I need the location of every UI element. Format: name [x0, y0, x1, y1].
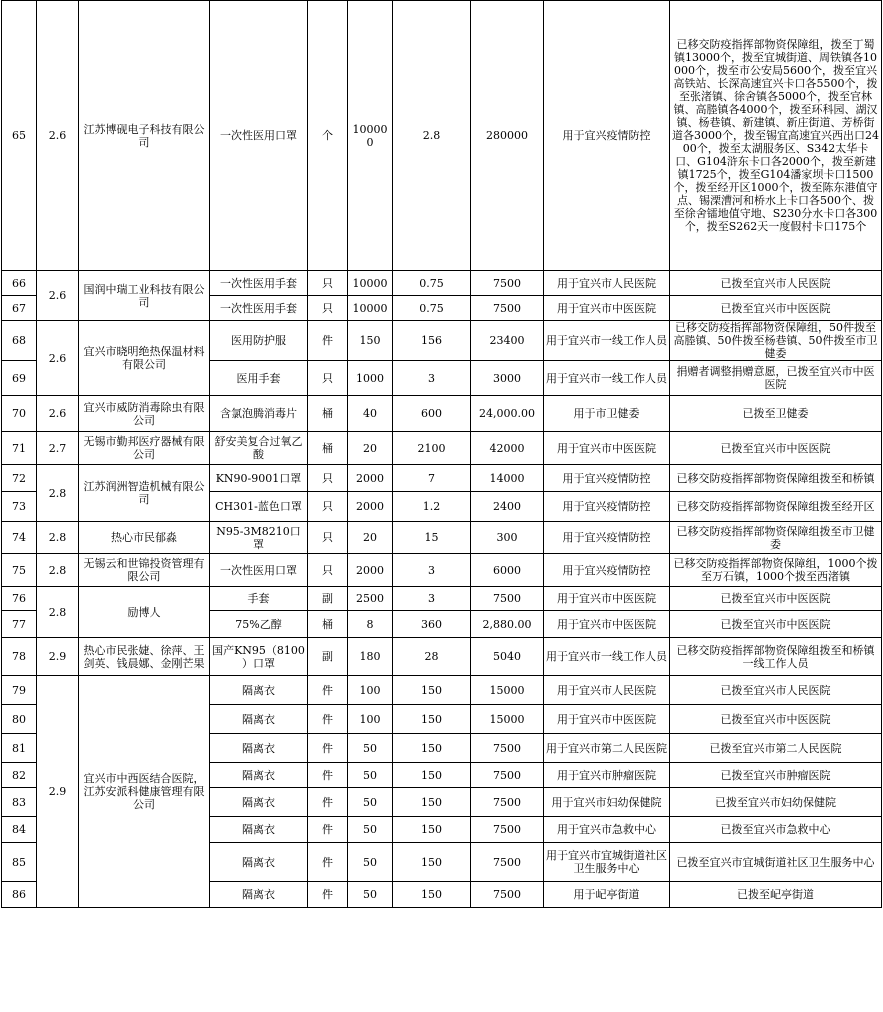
use-cell: 用于宜兴市中医医院: [544, 296, 670, 321]
amount-cell: 15000: [471, 705, 544, 734]
row-number: 77: [2, 611, 37, 638]
quantity-cell: 50: [348, 817, 393, 843]
row-number: 78: [2, 638, 37, 676]
row-number: 86: [2, 882, 37, 908]
donor-cell: 热心市民张婕、徐萍、王剑英、钱晨娜、金刚芒果: [79, 638, 210, 676]
quantity-cell: 50: [348, 763, 393, 788]
amount-cell: 42000: [471, 432, 544, 465]
table-body: [2, 1, 882, 908]
table-row: [2, 465, 882, 492]
use-cell: 用于宜兴市一线工作人员: [544, 638, 670, 676]
use-cell: 用于宜兴疫情防控: [544, 492, 670, 522]
price-cell: 150: [393, 788, 471, 817]
status-cell: 已移交防疫指挥部物资保障组拨至经开区: [670, 492, 882, 522]
quantity-cell: 20: [348, 522, 393, 554]
amount-cell: 6000: [471, 554, 544, 587]
unit-cell: 桶: [308, 396, 348, 432]
status-cell: 已拨至宜兴市宜城街道社区卫生服务中心: [670, 843, 882, 882]
table-row: [2, 1, 882, 271]
price-cell: 28: [393, 638, 471, 676]
use-cell: 用于宜兴市中医医院: [544, 611, 670, 638]
amount-cell: 7500: [471, 271, 544, 296]
quantity-cell: 2000: [348, 554, 393, 587]
row-number: 84: [2, 817, 37, 843]
item-cell: 一次性医用手套: [210, 296, 308, 321]
donor-cell: 江苏博砚电子科技有限公司: [79, 1, 210, 271]
price-cell: 3: [393, 361, 471, 396]
amount-cell: 7500: [471, 882, 544, 908]
unit-cell: 只: [308, 271, 348, 296]
item-cell: 75%乙醇: [210, 611, 308, 638]
price-cell: 2100: [393, 432, 471, 465]
donor-cell: 国润中瑞工业科技有限公司: [79, 271, 210, 321]
donor-cell: 无锡云和世锦投资管理有限公司: [79, 554, 210, 587]
status-cell: 已拨至宜兴市人民医院: [670, 676, 882, 705]
use-cell: 用于宜兴市一线工作人员: [544, 321, 670, 361]
status-cell: 已拨至宜兴市中医医院: [670, 611, 882, 638]
status-cell: 已拨至宜兴市中医医院: [670, 296, 882, 321]
unit-cell: 只: [308, 522, 348, 554]
price-cell: 360: [393, 611, 471, 638]
item-cell: 舒安美复合过氧乙酸: [210, 432, 308, 465]
use-cell: 用于宜兴疫情防控: [544, 554, 670, 587]
item-cell: N95-3M8210口罩: [210, 522, 308, 554]
item-cell: 国产KN95（8100 ）口罩: [210, 638, 308, 676]
donor-cell: 宜兴市晓明绝热保温材料有限公司: [79, 321, 210, 396]
date-cell: 2.6: [37, 1, 79, 271]
amount-cell: 280000: [471, 1, 544, 271]
unit-cell: 件: [308, 882, 348, 908]
price-cell: 150: [393, 817, 471, 843]
table-row: [2, 638, 882, 676]
quantity-cell: 100000: [348, 1, 393, 271]
status-cell: 已移交防疫指挥部物资保障组，50件拨至高塍镇、50件拨至杨巷镇、50件拨至市卫健委: [670, 321, 882, 361]
item-cell: 隔离衣: [210, 705, 308, 734]
amount-cell: 7500: [471, 296, 544, 321]
use-cell: 用于宜兴市妇幼保健院: [544, 788, 670, 817]
quantity-cell: 10000: [348, 271, 393, 296]
unit-cell: 只: [308, 492, 348, 522]
status-cell: 已拨至屺亭街道: [670, 882, 882, 908]
donor-cell: 无锡市勤邦医疗器械有限公司: [79, 432, 210, 465]
row-number: 73: [2, 492, 37, 522]
use-cell: 用于宜兴疫情防控: [544, 522, 670, 554]
use-cell: 用于宜兴市中医医院: [544, 587, 670, 611]
item-cell: 一次性医用手套: [210, 271, 308, 296]
date-cell: 2.6: [37, 271, 79, 321]
item-cell: 一次性医用口罩: [210, 1, 308, 271]
unit-cell: 个: [308, 1, 348, 271]
date-cell: 2.9: [37, 676, 79, 908]
table-row: [2, 522, 882, 554]
item-cell: 隔离衣: [210, 763, 308, 788]
price-cell: 1.2: [393, 492, 471, 522]
item-cell: 手套: [210, 587, 308, 611]
use-cell: 用于宜兴市宜城街道社区卫生服务中心: [544, 843, 670, 882]
quantity-cell: 150: [348, 321, 393, 361]
use-cell: 用于宜兴市急救中心: [544, 817, 670, 843]
table-row: [2, 587, 882, 611]
status-cell: 已移交防疫指挥部物资保障组拨至和桥镇: [670, 465, 882, 492]
amount-cell: 7500: [471, 763, 544, 788]
amount-cell: 7500: [471, 788, 544, 817]
use-cell: 用于宜兴市中医医院: [544, 705, 670, 734]
quantity-cell: 20: [348, 432, 393, 465]
price-cell: 3: [393, 554, 471, 587]
table-row: [2, 396, 882, 432]
price-cell: 150: [393, 843, 471, 882]
amount-cell: 7500: [471, 734, 544, 763]
table-row: [2, 321, 882, 361]
date-cell: 2.6: [37, 396, 79, 432]
price-cell: 150: [393, 734, 471, 763]
use-cell: 用于市卫健委: [544, 396, 670, 432]
date-cell: 2.8: [37, 587, 79, 638]
unit-cell: 桶: [308, 611, 348, 638]
item-cell: 一次性医用口罩: [210, 554, 308, 587]
quantity-cell: 40: [348, 396, 393, 432]
status-cell: 已移交防疫指挥部物资保障组拨至和桥镇一线工作人员: [670, 638, 882, 676]
use-cell: 用于宜兴市一线工作人员: [544, 361, 670, 396]
item-cell: 隔离衣: [210, 882, 308, 908]
use-cell: 用于宜兴疫情防控: [544, 465, 670, 492]
row-number: 71: [2, 432, 37, 465]
row-number: 74: [2, 522, 37, 554]
status-cell: 已拨至宜兴市妇幼保健院: [670, 788, 882, 817]
amount-cell: 15000: [471, 676, 544, 705]
price-cell: 15: [393, 522, 471, 554]
donor-cell: 宜兴市中西医结合医院，江苏安派科健康管理有限公司: [79, 676, 210, 908]
table-row: [2, 271, 882, 296]
unit-cell: 件: [308, 763, 348, 788]
amount-cell: 3000: [471, 361, 544, 396]
row-number: 65: [2, 1, 37, 271]
use-cell: 用于宜兴市人民医院: [544, 676, 670, 705]
use-cell: 用于宜兴市第二人民医院: [544, 734, 670, 763]
unit-cell: 副: [308, 638, 348, 676]
status-cell: 已拨至宜兴市肿瘤医院: [670, 763, 882, 788]
amount-cell: 2400: [471, 492, 544, 522]
row-number: 67: [2, 296, 37, 321]
donor-cell: 励博人: [79, 587, 210, 638]
price-cell: 150: [393, 705, 471, 734]
price-cell: 0.75: [393, 271, 471, 296]
item-cell: 医用防护服: [210, 321, 308, 361]
amount-cell: 7500: [471, 817, 544, 843]
donation-table: [1, 0, 882, 908]
price-cell: 0.75: [393, 296, 471, 321]
unit-cell: 件: [308, 676, 348, 705]
date-cell: 2.8: [37, 522, 79, 554]
amount-cell: 7500: [471, 587, 544, 611]
donor-cell: 热心市民郁淼: [79, 522, 210, 554]
date-cell: 2.7: [37, 432, 79, 465]
row-number: 72: [2, 465, 37, 492]
date-cell: 2.6: [37, 321, 79, 396]
item-cell: KN90-9001口罩: [210, 465, 308, 492]
unit-cell: 只: [308, 361, 348, 396]
row-number: 70: [2, 396, 37, 432]
amount-cell: 2,880.00: [471, 611, 544, 638]
price-cell: 600: [393, 396, 471, 432]
table-row: [2, 676, 882, 705]
row-number: 68: [2, 321, 37, 361]
quantity-cell: 2000: [348, 465, 393, 492]
item-cell: 含氯泡腾消毒片: [210, 396, 308, 432]
quantity-cell: 2500: [348, 587, 393, 611]
row-number: 69: [2, 361, 37, 396]
status-cell: 已拨至宜兴市中医医院: [670, 587, 882, 611]
use-cell: 用于宜兴市肿瘤医院: [544, 763, 670, 788]
status-cell: 已拨至宜兴市人民医院: [670, 271, 882, 296]
row-number: 82: [2, 763, 37, 788]
quantity-cell: 50: [348, 734, 393, 763]
unit-cell: 件: [308, 734, 348, 763]
amount-cell: 5040: [471, 638, 544, 676]
status-cell: 已拨至宜兴市第二人民医院: [670, 734, 882, 763]
quantity-cell: 50: [348, 882, 393, 908]
table-row: [2, 554, 882, 587]
quantity-cell: 2000: [348, 492, 393, 522]
unit-cell: 副: [308, 587, 348, 611]
item-cell: CH301-蓝色口罩: [210, 492, 308, 522]
unit-cell: 件: [308, 788, 348, 817]
price-cell: 7: [393, 465, 471, 492]
row-number: 85: [2, 843, 37, 882]
amount-cell: 300: [471, 522, 544, 554]
price-cell: 2.8: [393, 1, 471, 271]
row-number: 81: [2, 734, 37, 763]
amount-cell: 23400: [471, 321, 544, 361]
status-cell: 已移交防疫指挥部物资保障组，拨至丁蜀镇13000个，拨至宜城街道、周铁镇各10000个，拨至市公安局5600个，拨至宜兴高铁站、长深高速宜兴卡口各5500个，拨至张渚镇、徐舍镇各5000个，拨至官林镇、高塍镇各4000个，拨至环科园、湖汉镇、杨巷镇、新建镇、新庄街道、芳桥街道各3000个，拨至锡宜高速宜兴西出口2400个，拨至太湖服务区、S342太华卡口、G104浒东卡口各2000个，拨至新建镇1725个，拨至G104潘家坝卡口1500个，拨至经开区1000个，拨至陈东港值守点、锡溧漕河和桥水上卡口各500个、拨至徐舍镭地值守地、S230分水卡口各300个，拨至S262天一度假村卡口175个: [670, 1, 882, 271]
use-cell: 用于宜兴市人民医院: [544, 271, 670, 296]
unit-cell: 件: [308, 817, 348, 843]
amount-cell: 24,000.00: [471, 396, 544, 432]
status-cell: 已移交防疫指挥部物资保障组拨至市卫健委: [670, 522, 882, 554]
row-number: 80: [2, 705, 37, 734]
item-cell: 隔离衣: [210, 676, 308, 705]
quantity-cell: 50: [348, 788, 393, 817]
status-cell: 已拨至卫健委: [670, 396, 882, 432]
unit-cell: 只: [308, 465, 348, 492]
quantity-cell: 50: [348, 843, 393, 882]
unit-cell: 件: [308, 321, 348, 361]
quantity-cell: 100: [348, 676, 393, 705]
price-cell: 156: [393, 321, 471, 361]
date-cell: 2.9: [37, 638, 79, 676]
unit-cell: 只: [308, 554, 348, 587]
donor-cell: 江苏润洲智造机械有限公司: [79, 465, 210, 522]
unit-cell: 件: [308, 843, 348, 882]
date-cell: 2.8: [37, 465, 79, 522]
price-cell: 150: [393, 882, 471, 908]
use-cell: 用于宜兴疫情防控: [544, 1, 670, 271]
price-cell: 3: [393, 587, 471, 611]
row-number: 79: [2, 676, 37, 705]
status-cell: 已移交防疫指挥部物资保障组，1000个拨至万石镇，1000个拨至西渚镇: [670, 554, 882, 587]
price-cell: 150: [393, 763, 471, 788]
unit-cell: 件: [308, 705, 348, 734]
unit-cell: 只: [308, 296, 348, 321]
donor-cell: 宜兴市威防消毒除虫有限公司: [79, 396, 210, 432]
item-cell: 医用手套: [210, 361, 308, 396]
status-cell: 已拨至宜兴市中医医院: [670, 705, 882, 734]
table-row: [2, 432, 882, 465]
quantity-cell: 180: [348, 638, 393, 676]
amount-cell: 14000: [471, 465, 544, 492]
status-cell: 捐赠者调整捐赠意愿，已拨至宜兴市中医医院: [670, 361, 882, 396]
status-cell: 已拨至宜兴市中医医院: [670, 432, 882, 465]
price-cell: 150: [393, 676, 471, 705]
item-cell: 隔离衣: [210, 817, 308, 843]
use-cell: 用于宜兴市中医医院: [544, 432, 670, 465]
item-cell: 隔离衣: [210, 843, 308, 882]
status-cell: 已拨至宜兴市急救中心: [670, 817, 882, 843]
row-number: 76: [2, 587, 37, 611]
unit-cell: 桶: [308, 432, 348, 465]
row-number: 75: [2, 554, 37, 587]
date-cell: 2.8: [37, 554, 79, 587]
row-number: 66: [2, 271, 37, 296]
quantity-cell: 1000: [348, 361, 393, 396]
quantity-cell: 100: [348, 705, 393, 734]
quantity-cell: 10000: [348, 296, 393, 321]
item-cell: 隔离衣: [210, 734, 308, 763]
amount-cell: 7500: [471, 843, 544, 882]
item-cell: 隔离衣: [210, 788, 308, 817]
quantity-cell: 8: [348, 611, 393, 638]
use-cell: 用于屺亭街道: [544, 882, 670, 908]
row-number: 83: [2, 788, 37, 817]
